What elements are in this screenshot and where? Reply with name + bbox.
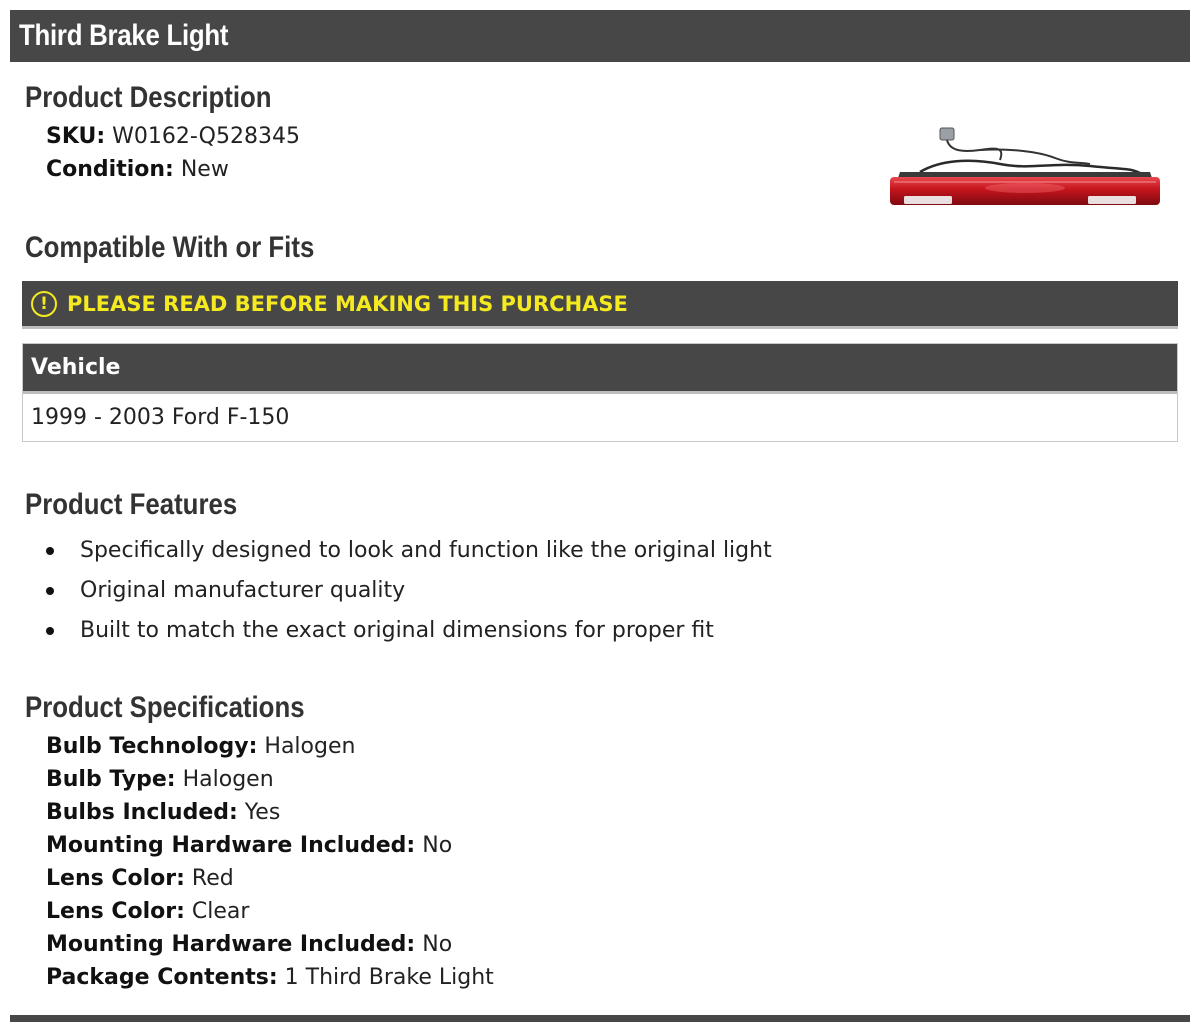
purchase-notice (22, 281, 1178, 329)
spec-row (46, 862, 234, 895)
product-image (880, 122, 1170, 222)
spec-value: No (422, 833, 453, 858)
spec-row (46, 763, 274, 796)
spec-row (46, 730, 355, 763)
spec-label: Lens Color: (46, 866, 185, 891)
feature-text: Specifically designed to look and function like the original light (80, 538, 772, 563)
lens-glare-shape (985, 183, 1065, 193)
sku-field (46, 120, 300, 153)
spec-value: 1 Third Brake Light (284, 965, 494, 990)
spec-label: Mounting Hardware Included: (46, 833, 416, 858)
vehicle-column-header: Vehicle (23, 344, 1177, 394)
spec-label: Mounting Hardware Included: (46, 932, 416, 957)
spec-row (46, 895, 249, 928)
wire-shape-2 (980, 149, 1090, 164)
spec-label: Lens Color: (46, 899, 185, 924)
spec-value: Yes (244, 800, 281, 825)
spec-value: No (422, 932, 453, 957)
condition-value: New (180, 157, 229, 182)
bullet-icon (46, 627, 54, 635)
spec-value: Halogen (182, 767, 274, 792)
spec-value: Red (191, 866, 234, 891)
spec-label: Package Contents: (46, 965, 278, 990)
spec-value: Clear (191, 899, 250, 924)
spec-value: Halogen (264, 734, 356, 759)
notice-text: PLEASE READ BEFORE MAKING THIS PURCHASE (67, 291, 628, 316)
spec-row (46, 829, 452, 862)
list-item (46, 611, 772, 651)
list-item (46, 531, 772, 571)
spec-row (46, 796, 280, 829)
warning-circle-icon: ! (31, 291, 57, 317)
list-item (46, 571, 772, 611)
spec-row (46, 928, 452, 961)
feature-text: Original manufacturer quality (80, 578, 406, 603)
sku-value: W0162-Q528345 (112, 124, 300, 149)
clear-lens-left-shape (904, 196, 952, 204)
feature-text: Built to match the exact original dimensions for proper fit (80, 618, 714, 643)
connector-shape (940, 128, 954, 140)
vehicle-table (22, 343, 1178, 442)
clear-lens-right-shape (1088, 196, 1136, 204)
product-specifications-heading: Product Specifications (25, 691, 305, 724)
condition-field (46, 153, 229, 186)
bullet-icon (46, 587, 54, 595)
features-list (46, 531, 772, 651)
bullet-icon (46, 547, 54, 555)
product-description-heading: Product Description (25, 81, 272, 114)
page-title: Third Brake Light (19, 19, 229, 52)
spec-label: Bulbs Included: (46, 800, 238, 825)
bottom-divider (10, 1015, 1190, 1022)
table-row: 1999 - 2003 Ford F-150 (23, 394, 1177, 441)
compatibility-heading: Compatible With or Fits (25, 231, 315, 264)
condition-label: Condition: (46, 157, 174, 182)
spec-label: Bulb Type: (46, 767, 176, 792)
product-features-heading: Product Features (25, 488, 238, 521)
sku-label: SKU: (46, 124, 106, 149)
spec-label: Bulb Technology: (46, 734, 258, 759)
title-bar (10, 10, 1190, 62)
spec-row (46, 961, 494, 994)
